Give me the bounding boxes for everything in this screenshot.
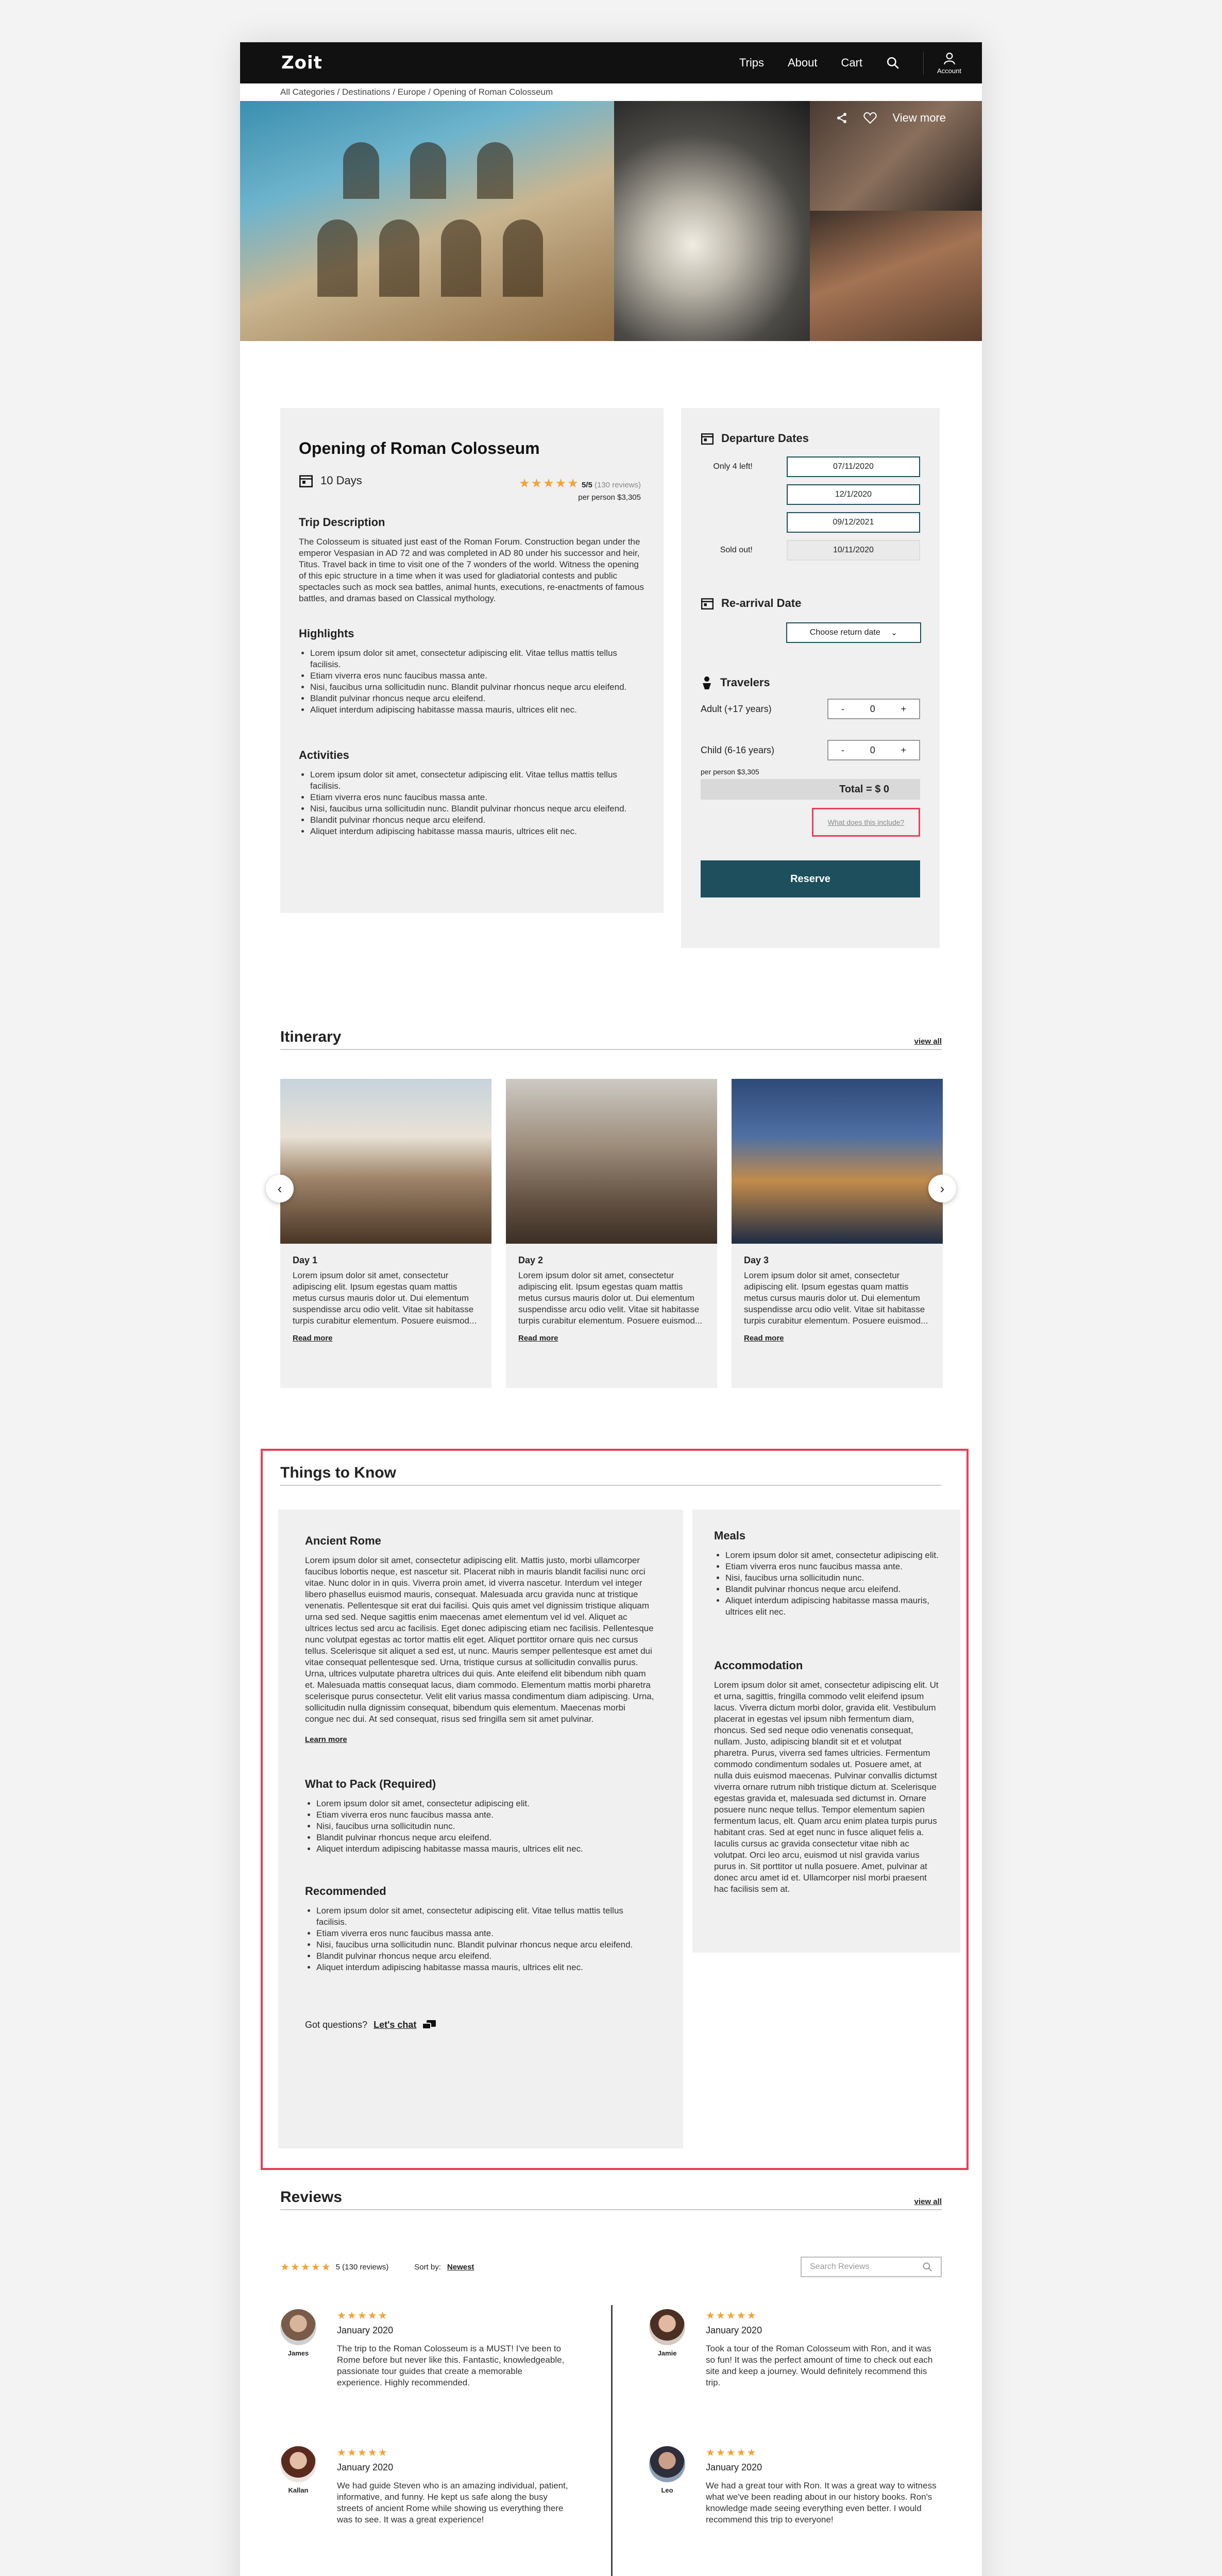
top-nav	[240, 42, 982, 83]
list-item: • Nisi, faucibus urna sollicitudin nunc. Blandit pulvinar rhoncus neque arcu eleifend.	[316, 1939, 656, 1951]
itinerary-next-arrow[interactable]	[928, 1175, 956, 1202]
things-left-card	[278, 1510, 683, 2148]
itinerary-view-all[interactable]: view all	[914, 1037, 942, 1046]
review-text: We had a great tour with Ron. It was a great way to witness what we've been reading about in our history books. Ron's knowledge made seeing everything even better. I would recommend this trip to everyone!	[706, 2481, 937, 2524]
review-search-placeholder: Search Reviews	[810, 2262, 870, 2271]
list-item: • Aliquet interdum adipiscing habitasse massa mauris, ultrices elit nec.	[316, 1962, 656, 1973]
questions-label: Got questions?	[305, 2020, 368, 2030]
itinerary-text: Lorem ipsum dolor sit amet, consectetur adipiscing elit. Ipsum egestas quam mattis metus cursus mauris dolor ut. Dui elementum suspendisse arcu odio velit. Vitae sit habitasse turpis curabitur elementum. Posuere euismod...	[293, 1270, 477, 1326]
reviewer-name: Kallan	[288, 2486, 309, 2494]
list-item: • Nisi, faucibus urna sollicitudin nunc. Blandit pulvinar rhoncus neque arcu eleifend.	[310, 803, 645, 815]
what-included-link[interactable]: What does this include?	[812, 808, 920, 837]
chevron-down-icon: ⌄	[890, 629, 898, 637]
heart-icon[interactable]	[863, 112, 877, 124]
chat-row	[305, 2020, 656, 2030]
list-item: • Lorem ipsum dolor sit amet, consectetur adipiscing elit.	[725, 1550, 939, 1561]
list-item: • Aliquet interdum adipiscing habitasse massa mauris, ultrices elit nec.	[725, 1595, 939, 1618]
review-card	[649, 2309, 938, 2387]
rearrival-title	[701, 597, 920, 610]
list-item: • Etiam viverra eros nunc faucibus massa ante.	[310, 670, 645, 682]
child-label: Child (6-16 years)	[701, 744, 775, 755]
rating-stars: ★★★★★	[519, 477, 580, 490]
list-item: • Nisi, faucibus urna sollicitudin nunc.	[316, 1821, 656, 1832]
increment-button[interactable]: +	[901, 703, 907, 714]
itinerary-image-chariot	[506, 1079, 717, 1244]
person-icon	[701, 676, 713, 689]
rearrival-title-label: Re-arrival Date	[721, 597, 802, 609]
reviews-title: Reviews	[280, 2189, 343, 2206]
review-card	[649, 2446, 938, 2524]
itinerary-day: Day 1	[293, 1255, 318, 1265]
review-date: January 2020	[706, 2325, 762, 2335]
date-note: Only 4 left!	[713, 462, 753, 471]
hero-gallery	[240, 101, 982, 341]
read-more-link[interactable]: Read more	[518, 1334, 558, 1343]
return-date-value: Choose return date	[809, 628, 880, 637]
sort-label: Sort by:	[414, 2262, 441, 2272]
adult-row	[701, 699, 920, 719]
hero-image-arches[interactable]	[810, 211, 982, 341]
review-date: January 2020	[337, 2325, 394, 2335]
ancient-text: Lorem ipsum dolor sit amet, consectetur adipiscing elit. Mattis justo, morbi ullamcorper faucibus lobortis neque, est nascetur sit. Placerat nibh in mauris blandit facilisi nunc orci vitae. Nunc dolor in in quis. Viverra proin amet, id viverra nascetur. Interdum vel integer libero phasellus euismod mauris, consequat. Malesuada arcu gravida nunc at tristique venenatis. Pellentesque sit erat dui facilisi. Quis quis amet vel dignissim tristique aliquam urna sed sed. Neque sagittis enim maecenas amet elementum vel id vel. Aliquet ac ultrices lectus sed arcu ac facilisis. Eget donec adipiscing etiam nec facilisis. Pellentesque nunc volutpat egestas ac tortor mattis elit eget. Aliquet porttitor ornare quis nec cursus tellus. Scelerisque sit aliquet a sed est, ut nunc. Mauris semper pellentesque est amet dui vitae consequat pellentesque sed. Urna, tristique cursus at sollicitudin convallis purus. Urna, ultrices vulputate pharetra ultrices dui quis. Ante eleifend elit bibendum nibh quam et. Malesuada mattis consequat lacus, diam commodo. Elementum mattis morbi pharetra scelerisque purus consectetur. Velit elit varius massa condimentum diam adipiscing. Urna, sollicitudin nulla dignissim consequat, bibendum quis elementum. Maecenas morbi congue nec dui. At sed consequat, risus sed fringilla sem sit amet pulvinar.	[305, 1555, 654, 1724]
child-count: 0	[870, 744, 875, 755]
list-item: • Blandit pulvinar rhoncus neque arcu eleifend.	[316, 1951, 656, 1962]
logo[interactable]: Zoit	[281, 53, 323, 73]
trip-price: per person $3,305	[578, 493, 641, 502]
chevron-left-icon: ‹	[277, 1180, 282, 1196]
list-item: • Aliquet interdum adipiscing habitasse massa mauris, ultrices elit nec.	[310, 704, 645, 716]
activities-list	[299, 769, 645, 837]
itinerary-image-river	[732, 1079, 943, 1244]
ancient-title: Ancient Rome	[305, 1534, 381, 1547]
travelers-title	[701, 676, 920, 689]
review-date: January 2020	[706, 2462, 762, 2472]
decrement-button[interactable]: -	[841, 703, 844, 714]
recommended-items-title: Recommended	[305, 1885, 386, 1897]
recommended-items-list	[305, 1905, 656, 1973]
review-date: January 2020	[337, 2462, 394, 2472]
reserve-button[interactable]: Reserve	[701, 860, 920, 897]
review-stars: ★★★★★	[337, 2310, 388, 2321]
rating-value: 5/5	[581, 481, 592, 489]
hero-tools	[836, 111, 946, 125]
review-stars: ★★★★★	[706, 2447, 757, 2459]
review-text: Took a tour of the Roman Colosseum with Ron, and it was so fun! It was the perfect amount of time to check out each site and keep a journey. Would definitely recommend this trip.	[706, 2344, 933, 2387]
decrement-button[interactable]: -	[841, 744, 844, 755]
reviewer-name: Jamie	[657, 2349, 677, 2357]
reviews-summary: 5 (130 reviews)	[335, 2262, 389, 2272]
list-item: • Lorem ipsum dolor sit amet, consectetur adipiscing elit. Vitae tellus mattis tellus facilisis.	[310, 648, 645, 670]
reviews-header	[280, 2191, 942, 2210]
meals-title: Meals	[714, 1529, 746, 1542]
date-option-soldout: 10/11/2020	[787, 540, 920, 561]
avatar	[280, 2446, 316, 2482]
per-person-price: per person $3,305	[701, 768, 759, 776]
learn-more-link[interactable]: Learn more	[305, 1735, 347, 1744]
calendar-icon	[701, 597, 714, 610]
review-search-input[interactable]	[801, 2257, 942, 2277]
pack-title: What to Pack (Required)	[305, 1777, 436, 1790]
booking-card	[681, 408, 940, 948]
reviews-view-all[interactable]: view all	[914, 2197, 942, 2206]
itinerary-header	[280, 1030, 942, 1050]
itinerary-text: Lorem ipsum dolor sit amet, consectetur adipiscing elit. Ipsum egestas quam mattis metus cursus mauris dolor ut. Dui elementum suspendisse arcu odio velit. Vitae sit habitasse turpis curabitur elementum. Posuere euismod...	[518, 1270, 703, 1326]
rating-count[interactable]: (130 reviews)	[594, 481, 641, 489]
itinerary-title: Itinerary	[280, 1028, 342, 1045]
highlights-title: Highlights	[299, 627, 354, 640]
child-row	[701, 740, 920, 760]
chevron-right-icon: ›	[940, 1180, 945, 1196]
list-item: • Lorem ipsum dolor sit amet, consectetur adipiscing elit. Vitae tellus mattis tellus facilisis.	[310, 769, 645, 792]
list-item: • Aliquet interdum adipiscing habitasse massa mauris, ultrices elit nec.	[316, 1843, 656, 1855]
departure-title-label: Departure Dates	[721, 432, 809, 445]
read-more-link[interactable]: Read more	[293, 1334, 333, 1343]
account-label: Account	[937, 66, 961, 75]
sort-select[interactable]: Newest	[447, 2262, 474, 2272]
date-row	[701, 512, 920, 533]
nav-trips[interactable]: Trips	[739, 56, 764, 69]
date-row	[701, 456, 920, 477]
breadcrumb[interactable]: All Categories / Destinations / Europe / Opening of Roman Colosseum	[280, 87, 553, 97]
adult-count: 0	[870, 703, 875, 714]
search-icon[interactable]	[886, 56, 899, 70]
date-row	[701, 540, 920, 561]
list-item: • Blandit pulvinar rhoncus neque arcu eleifend.	[310, 693, 645, 704]
trip-duration-label: 10 Days	[320, 474, 362, 487]
chat-link[interactable]: Let's chat	[374, 2020, 417, 2030]
trip-info-card	[280, 408, 664, 913]
calendar-icon	[701, 432, 714, 445]
itinerary-image-vatican	[277, 1079, 491, 1244]
user-icon	[943, 52, 956, 65]
itinerary-card-1[interactable]	[277, 1079, 491, 1388]
nav-about[interactable]: About	[787, 56, 818, 69]
date-option-3[interactable]: 09/12/2021	[787, 512, 920, 533]
reviews-stars: ★★★★★	[280, 2261, 332, 2273]
list-item: • Etiam viverra eros nunc faucibus massa ante.	[725, 1561, 939, 1572]
date-option-2[interactable]: 12/1/2020	[787, 484, 920, 505]
hero-image-sky[interactable]	[614, 101, 810, 341]
things-right-card	[692, 1510, 960, 1953]
review-stars: ★★★★★	[337, 2447, 388, 2459]
share-icon[interactable]	[836, 112, 848, 124]
travelers-title-label: Travelers	[720, 676, 770, 689]
departure-title	[701, 432, 920, 445]
accommodation-text: Lorem ipsum dolor sit amet, consectetur adipiscing elit. Ut et urna, sagittis, fringilla commodo velit eleifend ipsum lacus. Viverra dictum morbi dolor, gravida elit. Vestibulum placerat in egestas vel ipsum nibh fermentum diam, rhoncus. Sed sed neque odio venenatis consequat, nullam. Justo, adipiscing blandit sit et et volutpat pharetra. Purus, viverra sed fames ultricies. Fermentum commodo condimentum sodales ut. Posuere amet, at nulla duis euismod maecenas. Pulvinar convallis dictumst viverra ornare rutrum nibh tristique dictum at. Scelerisque egestas gravida et, malesuada sed dictumst in. Ornare posuere nunc neque tellus. Tempor elementum sapien fermentum lacus, elt. Quam arcu enim platea turpis purus habitant cras. Sed at eget nunc in fusce aliquet felis a. Iaculis cursus ac gravida consectetur vitae nibh ac volutpat. Orci leo arcu, euismod ut nisl gravida varius purus in. Sit porttitor ut nulla posuere. Amet, pulvinar at donec arcu amet id et. Ullamcorper nisl morbi praesent hac facilisis sem at.	[714, 1680, 939, 1894]
list-item: • Lorem ipsum dolor sit amet, consectetur adipiscing elit. Vitae tellus mattis tellus facilisis.	[316, 1905, 656, 1928]
page	[240, 42, 982, 2576]
highlights-list	[299, 648, 645, 716]
total-price: Total = $ 0	[701, 779, 920, 800]
meals-list	[714, 1550, 939, 1618]
hero-thumbs	[810, 101, 982, 341]
accommodation-title: Accommodation	[714, 1659, 803, 1672]
trip-desc-title: Trip Description	[299, 516, 385, 529]
nav-cart[interactable]: Cart	[841, 56, 863, 69]
increment-button[interactable]: +	[901, 744, 907, 755]
trip-description: The Colosseum is situated just east of the Roman Forum. Construction began under the emperor Vespasian in AD 72 and was completed in AD 80 under his successor and heir, Titus. Travel back in time to visit one of the 7 wonders of the world. Witness the opening of this epic structure in a time when it was used for gladiatorial contests and public spectacles such as mock sea battles, animal hunts, executions, re-enactments of famous battles, and dramas based on Classical mythology.	[299, 537, 644, 603]
list-item: • Etiam viverra eros nunc faucibus massa ante.	[316, 1928, 656, 1939]
itinerary-text: Lorem ipsum dolor sit amet, consectetur adipiscing elit. Ipsum egestas quam mattis metus cursus mauris dolor ut. Dui elementum suspendisse arcu odio velit. Vitae sit habitasse turpis curabitur elementum. Posuere euismod...	[744, 1270, 928, 1326]
list-item: • Etiam viverra eros nunc faucibus massa ante.	[310, 792, 645, 803]
activities-title: Activities	[299, 749, 349, 761]
list-item: • Blandit pulvinar rhoncus neque arcu eleifend.	[725, 1584, 939, 1595]
things-header	[280, 1466, 942, 1486]
list-item: • Etiam viverra eros nunc faucibus massa ante.	[316, 1809, 656, 1821]
date-row	[701, 484, 920, 505]
avatar	[649, 2309, 685, 2345]
itinerary-day: Day 3	[744, 1255, 769, 1265]
date-option-1[interactable]: 07/11/2020	[787, 456, 920, 477]
search-icon	[922, 2262, 932, 2272]
return-date-select[interactable]	[786, 622, 921, 643]
list-item: • Lorem ipsum dolor sit amet, consectetur adipiscing elit.	[316, 1798, 656, 1809]
review-stars: ★★★★★	[706, 2310, 757, 2321]
account-button[interactable]	[923, 52, 961, 75]
nav-links	[739, 52, 961, 75]
chat-icon[interactable]	[422, 2020, 436, 2030]
date-note: Sold out!	[720, 546, 753, 554]
calendar-icon	[299, 473, 313, 488]
list-item: • Nisi, faucibus urna sollicitudin nunc. Blandit pulvinar rhoncus neque arcu eleifend.	[310, 682, 645, 693]
list-item: • Nisi, faucibus urna sollicitudin nunc.	[725, 1572, 939, 1584]
child-stepper	[827, 740, 920, 760]
pack-list	[305, 1798, 656, 1855]
itinerary-card-2[interactable]	[506, 1079, 717, 1388]
list-item: • Blandit pulvinar rhoncus neque arcu eleifend.	[316, 1832, 656, 1843]
read-more-link[interactable]: Read more	[744, 1334, 784, 1343]
itinerary-prev-arrow[interactable]	[266, 1175, 294, 1202]
itinerary-day: Day 2	[518, 1255, 544, 1265]
reviews-toolbar	[280, 2257, 942, 2277]
avatar	[649, 2446, 685, 2482]
things-title: Things to Know	[280, 1464, 396, 1481]
adult-stepper	[827, 699, 920, 719]
avatar	[280, 2309, 316, 2345]
adult-label: Adult (+17 years)	[701, 703, 772, 714]
list-item: • Aliquet interdum adipiscing habitasse massa mauris, ultrices elit nec.	[310, 826, 645, 837]
view-more-link[interactable]: View more	[892, 111, 946, 124]
trip-title: Opening of Roman Colosseum	[299, 439, 540, 457]
review-card	[280, 2446, 569, 2524]
list-item: • Blandit pulvinar rhoncus neque arcu eleifend.	[310, 815, 645, 826]
trip-rating	[519, 476, 641, 502]
itinerary-card-3[interactable]	[732, 1079, 943, 1388]
hero-image-colosseum[interactable]	[240, 101, 614, 341]
review-card	[280, 2309, 569, 2387]
reviewer-name: Leo	[661, 2486, 673, 2494]
reviews-divider	[611, 2305, 613, 2576]
reviewer-name: James	[287, 2349, 309, 2357]
review-text: We had guide Steven who is an amazing individual, patient, informative, and funny. He kept us safe along the busy streets of ancient Rome while showing us everything there was to see. It was a great experience!	[337, 2481, 568, 2524]
review-text: The trip to the Roman Colosseum is a MUST! I've been to Rome before but never like this. Fantastic, knowledgeable, passionate tour guides that create a memorable experience. Highly recommended.	[337, 2344, 565, 2387]
